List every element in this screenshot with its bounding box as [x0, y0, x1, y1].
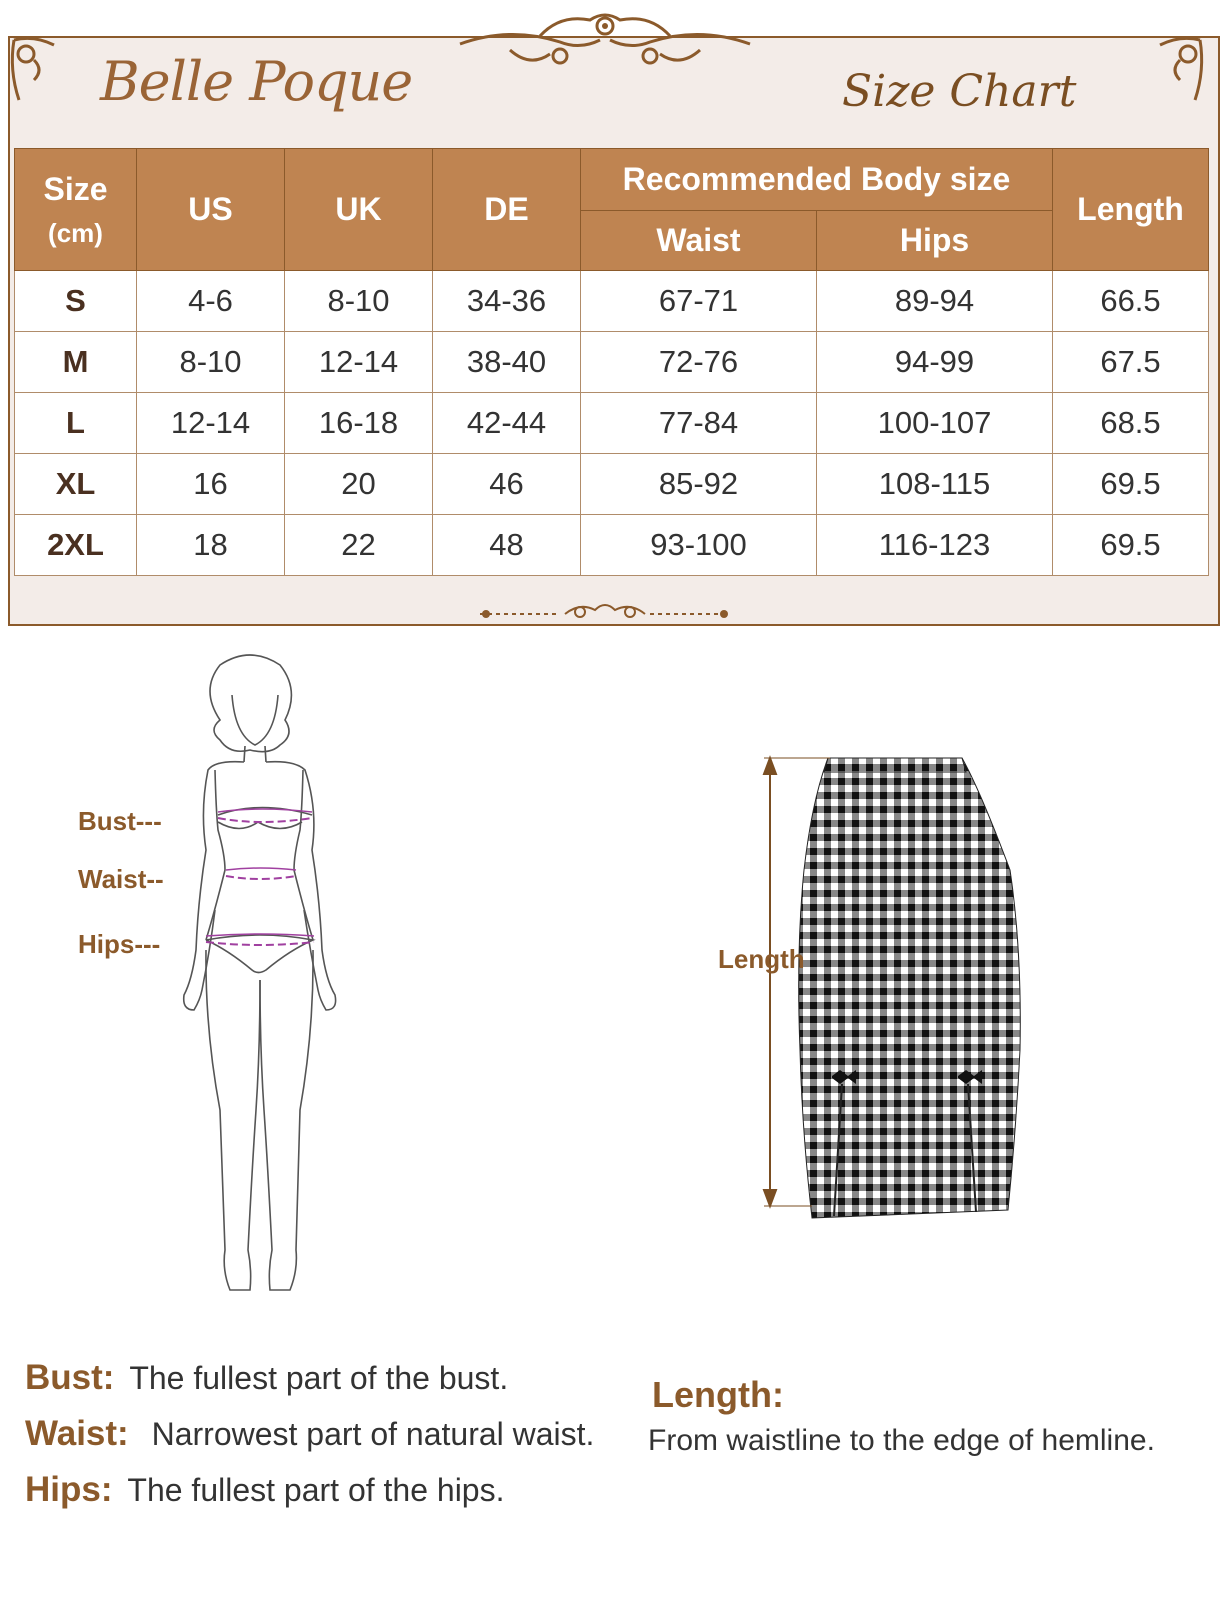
- table-row: [15, 332, 1209, 393]
- bust-label: Bust---: [78, 806, 162, 836]
- cell-uk: 12-14: [285, 332, 433, 393]
- cell-waist: 72-76: [581, 332, 817, 393]
- brand-logo: Belle Poque: [100, 50, 413, 113]
- length-label: Length: [718, 944, 805, 974]
- waist-term: Waist:: [25, 1414, 129, 1453]
- cell-uk: 20: [285, 454, 433, 515]
- cell-length: 66.5: [1053, 271, 1209, 332]
- header-us: US: [137, 149, 285, 271]
- cell-length: 69.5: [1053, 515, 1209, 576]
- cell-uk: 8-10: [285, 271, 433, 332]
- length-text: From waistline to the edge of hemline.: [648, 1424, 1155, 1457]
- hips-text: The fullest part of the hips.: [127, 1472, 505, 1508]
- cell-hips: 89-94: [817, 271, 1053, 332]
- corner-ornament-left: [4, 30, 64, 110]
- cell-size: M: [15, 332, 137, 393]
- hips-label: Hips---: [78, 929, 161, 959]
- body-figure-illustration: [170, 650, 360, 1300]
- header-size-unit: (cm): [48, 217, 103, 248]
- cell-us: 16: [137, 454, 285, 515]
- cell-us: 18: [137, 515, 285, 576]
- table-row: [15, 515, 1209, 576]
- cell-waist: 67-71: [581, 271, 817, 332]
- bust-term: Bust:: [25, 1358, 115, 1397]
- table-row: [15, 271, 1209, 332]
- cell-size: 2XL: [15, 515, 137, 576]
- bust-text: The fullest part of the bust.: [129, 1360, 509, 1396]
- size-table: [14, 148, 1209, 576]
- header-size: Size (cm): [15, 149, 137, 271]
- waist-text: Narrowest part of natural waist.: [151, 1416, 595, 1452]
- cell-de: 42-44: [433, 393, 581, 454]
- hips-definition: [25, 1470, 504, 1510]
- cell-us: 4-6: [137, 271, 285, 332]
- cell-length: 69.5: [1053, 454, 1209, 515]
- cell-us: 12-14: [137, 393, 285, 454]
- length-term: Length:: [652, 1374, 784, 1415]
- cell-size: S: [15, 271, 137, 332]
- waist-label: Waist--: [78, 864, 164, 894]
- table-row: [15, 393, 1209, 454]
- cell-length: 68.5: [1053, 393, 1209, 454]
- cell-uk: 16-18: [285, 393, 433, 454]
- page-title: Size Chart: [842, 66, 1077, 117]
- cell-waist: 93-100: [581, 515, 817, 576]
- header-recommended-body-size: Recommended Body size: [581, 149, 1053, 211]
- top-flourish-ornament: [450, 6, 760, 76]
- cell-de: 46: [433, 454, 581, 515]
- bottom-divider-ornament: [470, 596, 740, 632]
- cell-uk: 22: [285, 515, 433, 576]
- waist-definition: [25, 1414, 594, 1454]
- cell-waist: 85-92: [581, 454, 817, 515]
- header-de: DE: [433, 149, 581, 271]
- header-hips: Hips: [817, 211, 1053, 271]
- cell-size: L: [15, 393, 137, 454]
- cell-hips: 116-123: [817, 515, 1053, 576]
- cell-length: 67.5: [1053, 332, 1209, 393]
- header-length: Length: [1053, 149, 1209, 271]
- cell-hips: 100-107: [817, 393, 1053, 454]
- cell-hips: 108-115: [817, 454, 1053, 515]
- table-row: [15, 454, 1209, 515]
- cell-de: 38-40: [433, 332, 581, 393]
- cell-waist: 77-84: [581, 393, 817, 454]
- cell-size: XL: [15, 454, 137, 515]
- header-waist: Waist: [581, 211, 817, 271]
- cell-us: 8-10: [137, 332, 285, 393]
- bust-definition: [25, 1358, 508, 1398]
- cell-de: 34-36: [433, 271, 581, 332]
- gingham-skirt-illustration: [740, 750, 1040, 1230]
- header-uk: UK: [285, 149, 433, 271]
- cell-hips: 94-99: [817, 332, 1053, 393]
- cell-de: 48: [433, 515, 581, 576]
- corner-ornament-right: [1150, 30, 1210, 110]
- hips-term: Hips:: [25, 1470, 113, 1509]
